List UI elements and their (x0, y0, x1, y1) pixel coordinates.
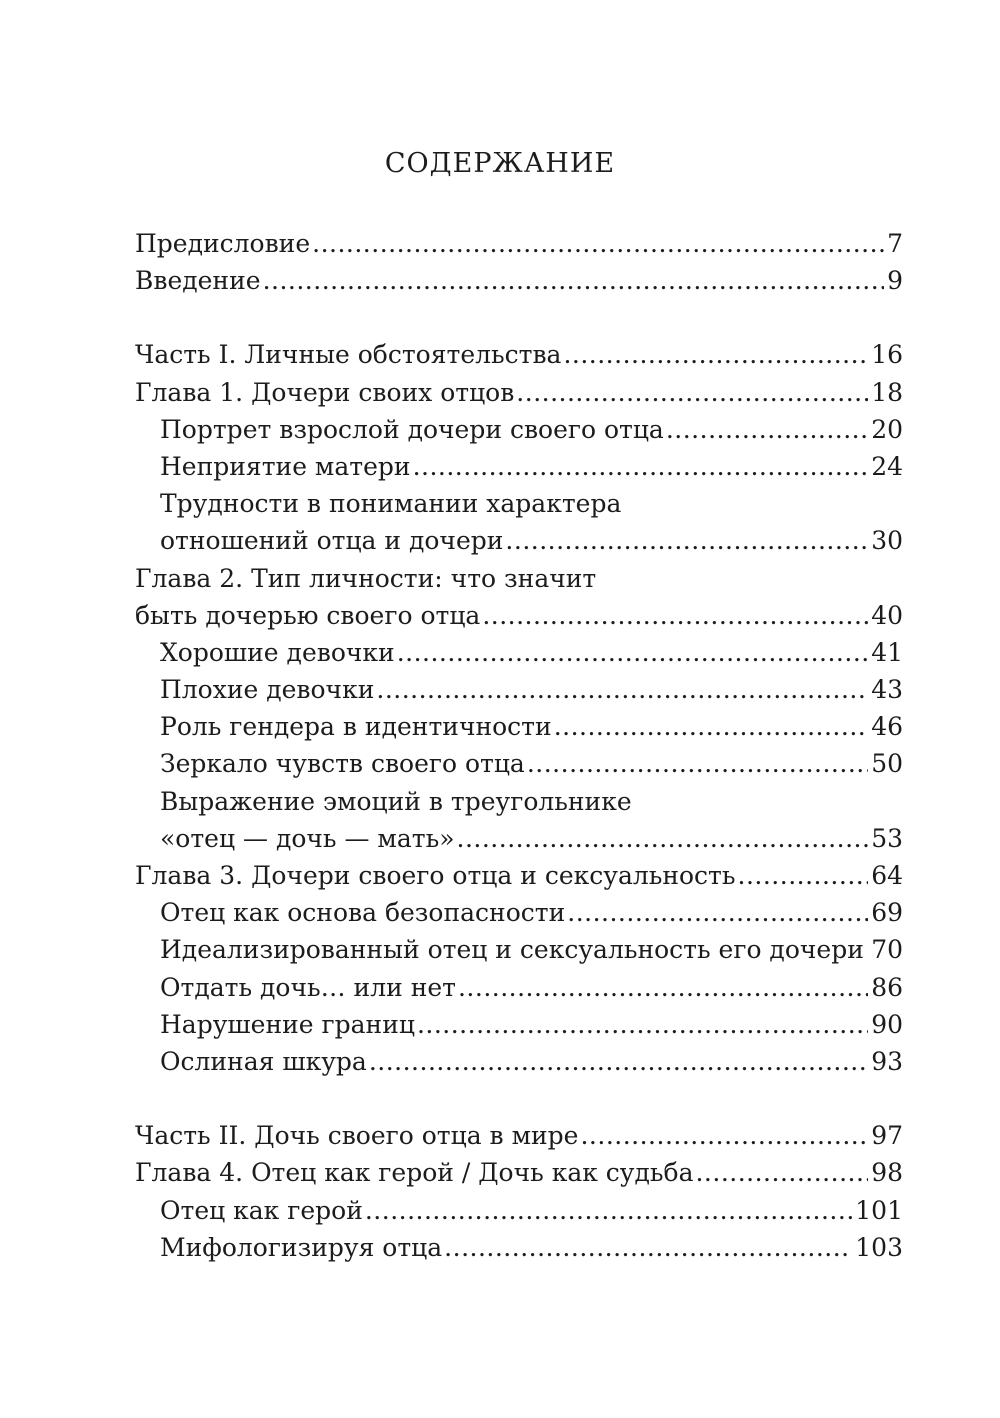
toc-entry (135, 597, 903, 634)
dot-leader (866, 931, 868, 968)
toc-entry-title: быть дочерью своего отца (135, 600, 481, 630)
toc-entry (135, 894, 903, 931)
toc-entry (135, 1192, 903, 1229)
toc-entry (135, 969, 903, 1006)
toc-entry (135, 634, 903, 671)
dot-leader (397, 634, 869, 671)
toc-entry-title: Часть II. Дочь своего отца в мире (135, 1121, 579, 1151)
toc-entry-title: Нарушение границ (160, 1009, 415, 1039)
toc-entry-title: отношений отца и дочери (160, 526, 504, 556)
toc-entry (135, 857, 903, 894)
toc-entry-page-number: 64 (871, 861, 903, 890)
dot-leader (554, 708, 869, 745)
toc-entry (135, 671, 903, 708)
dot-leader (695, 1154, 868, 1191)
toc-entry-title: Плохие девочки (160, 675, 375, 705)
toc-entry (135, 262, 903, 299)
toc-entry-page-number: 46 (871, 712, 903, 742)
toc-entry (135, 336, 903, 373)
dot-leader (516, 374, 868, 411)
toc-entry-title: Ослиная шкура (160, 1046, 367, 1076)
toc-entry (135, 1229, 903, 1266)
toc-entry-page-number: 101 (855, 1195, 903, 1225)
toc-entry (135, 708, 903, 745)
toc-entry-title: Глава 4. Отец как герой / Дочь как судьба (135, 1158, 694, 1188)
toc-entry-title: Неприятие матери (160, 451, 411, 481)
dot-leader (527, 745, 868, 782)
dot-leader (457, 820, 869, 857)
toc-entry (135, 1154, 903, 1191)
dot-leader (482, 597, 868, 634)
toc-entry-page-number: 7 (887, 229, 903, 258)
toc-entry-title: Предисловие (135, 229, 311, 258)
dot-leader (444, 1229, 852, 1266)
toc-entry-title: Часть I. Личные обстоятельства (135, 340, 562, 370)
toc-entry-title: Отец как основа безопасности (160, 898, 566, 928)
toc-entry (135, 485, 903, 522)
toc-entry (135, 411, 903, 448)
dot-leader (563, 336, 868, 373)
toc-entry-title: Отец как герой (160, 1195, 363, 1225)
toc-entry-page-number: 98 (871, 1158, 903, 1188)
dot-leader (413, 448, 869, 485)
toc-entry-page-number: 50 (871, 749, 903, 779)
toc-entry-page-number: 41 (871, 637, 903, 667)
dot-leader (505, 522, 868, 559)
toc-entry-title: Глава 3. Дочери своего отца и сексуальность (135, 861, 736, 890)
toc-entry-page-number: 18 (871, 377, 903, 407)
toc-entry-page-number: 43 (871, 675, 903, 705)
toc-entry-page-number: 30 (871, 526, 903, 556)
toc-entry (135, 931, 903, 968)
dot-leader (369, 1043, 868, 1080)
toc-entry-title: Введение (135, 266, 261, 296)
toc-entry-title: Отдать дочь… или нет (160, 972, 456, 1002)
dot-leader (738, 857, 869, 894)
dot-leader (567, 894, 868, 931)
toc-entry-page-number: 103 (855, 1232, 903, 1262)
toc-entry-title: Глава 1. Дочери своих отцов (135, 377, 515, 407)
dot-leader (312, 225, 884, 262)
toc-entry (135, 1043, 903, 1080)
toc-entry (135, 783, 903, 820)
toc-entry-title: Роль гендера в идентичности (160, 712, 552, 742)
toc-entry-page-number: 70 (871, 935, 903, 965)
toc-entry-page-number: 16 (871, 340, 903, 370)
toc-entry (135, 745, 903, 782)
toc-entry (135, 225, 903, 262)
toc-entry-title: Идеализированный отец и сексуальность его дочери (160, 935, 864, 965)
toc-entry-title: «отец — дочь — мать» (160, 823, 455, 853)
toc-entry-title: Зеркало чувств своего отца (160, 749, 525, 779)
toc-entry-title: Хорошие девочки (160, 637, 395, 667)
toc-entry (135, 560, 903, 597)
dot-leader (376, 671, 868, 708)
toc-entry-page-number: 90 (871, 1009, 903, 1039)
toc-entry-page-number: 69 (871, 898, 903, 928)
page-title: СОДЕРЖАНИЕ (384, 148, 616, 179)
dot-leader (365, 1192, 852, 1229)
toc-entry-title: Мифологизируя отца (160, 1232, 443, 1262)
toc-entry-page-number: 93 (871, 1046, 903, 1076)
toc-entry (135, 374, 903, 411)
dot-leader (580, 1117, 868, 1154)
table-of-contents (135, 225, 903, 1266)
toc-entry-title: Портрет взрослой дочери своего отца (160, 414, 664, 444)
toc-entry-page-number: 40 (871, 600, 903, 630)
toc-entry-page-number: 86 (871, 972, 903, 1002)
toc-entry-page-number: 20 (871, 414, 903, 444)
toc-entry (135, 1117, 903, 1154)
toc-entry-page-number: 9 (887, 266, 903, 296)
toc-entry-title: Глава 2. Тип личности: что значит (135, 563, 597, 593)
dot-leader (263, 262, 885, 299)
toc-entry-page-number: 24 (871, 451, 903, 481)
dot-leader (417, 1006, 868, 1043)
toc-entry-title: Трудности в понимании характера (160, 489, 622, 519)
toc-entry (135, 1006, 903, 1043)
toc-entry (135, 820, 903, 857)
toc-entry-title: Выражение эмоций в треугольнике (160, 786, 632, 816)
toc-entry (135, 522, 903, 559)
toc-entry (135, 448, 903, 485)
dot-leader (666, 411, 868, 448)
toc-entry-page-number: 53 (871, 823, 903, 853)
dot-leader (458, 969, 868, 1006)
toc-entry-page-number: 97 (871, 1121, 903, 1151)
